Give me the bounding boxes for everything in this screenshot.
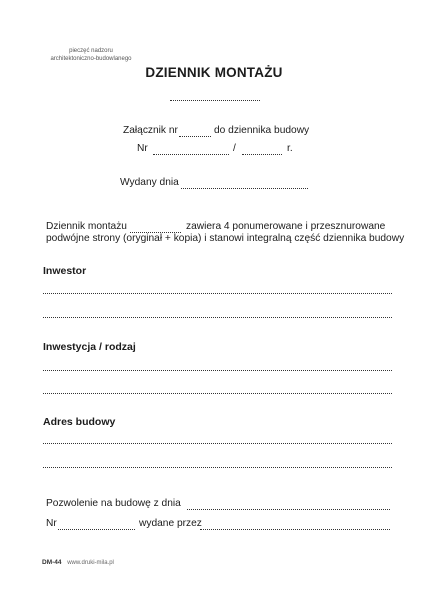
stamp-caption-line1: pieczęć nadzoru <box>69 48 113 54</box>
journal-number-field[interactable] <box>170 100 260 101</box>
address-line-1[interactable] <box>43 443 392 444</box>
attachment-slash: / <box>233 143 236 154</box>
statement-part2: zawiera 4 ponumerowane i przesznurowane <box>186 221 386 232</box>
statement-part1: Dziennik montażu <box>46 221 127 232</box>
investor-line-1[interactable] <box>43 293 392 294</box>
page-title: DZIENNIK MONTAŻU <box>145 65 283 80</box>
permit-issued-by-field[interactable] <box>200 529 390 530</box>
attachment-nr-field[interactable] <box>153 154 229 155</box>
attachment-year-suffix: r. <box>287 143 293 154</box>
permit-nr-label: Nr <box>46 518 57 529</box>
permit-nr-field[interactable] <box>58 529 135 530</box>
investment-line-2[interactable] <box>43 393 392 394</box>
attachment-suffix: do dziennika budowy <box>214 125 310 136</box>
investor-line-2[interactable] <box>43 317 392 318</box>
investor-heading: Inwestor <box>43 265 87 277</box>
investment-line-1[interactable] <box>43 370 392 371</box>
attachment-prefix: Załącznik nr <box>123 125 178 136</box>
attachment-number-field[interactable] <box>179 136 211 137</box>
issued-label: Wydany dnia <box>120 177 179 188</box>
statement-line2: podwójne strony (oryginał + kopia) i stanowi integralną część dziennika budowy <box>46 233 405 244</box>
footer <box>42 559 114 566</box>
attachment-nr-label: Nr <box>137 143 148 154</box>
address-heading: Adres budowy <box>43 416 116 428</box>
permit-date-field[interactable] <box>187 509 390 510</box>
issued-date-field[interactable] <box>181 188 308 189</box>
form-code: DM-44 <box>42 559 62 566</box>
permit-label: Pozwolenie na budowę z dnia <box>46 498 181 509</box>
stamp-caption-line2: architektoniczno-budowlanego <box>50 56 132 62</box>
stamp-caption <box>46 47 136 63</box>
permit-issued-by-label: wydane przez <box>139 518 202 529</box>
investment-heading: Inwestycja / rodzaj <box>43 341 136 353</box>
footer-website: www.druki-mila.pl <box>67 560 114 566</box>
address-line-2[interactable] <box>43 467 392 468</box>
attachment-year-field[interactable] <box>242 154 282 155</box>
